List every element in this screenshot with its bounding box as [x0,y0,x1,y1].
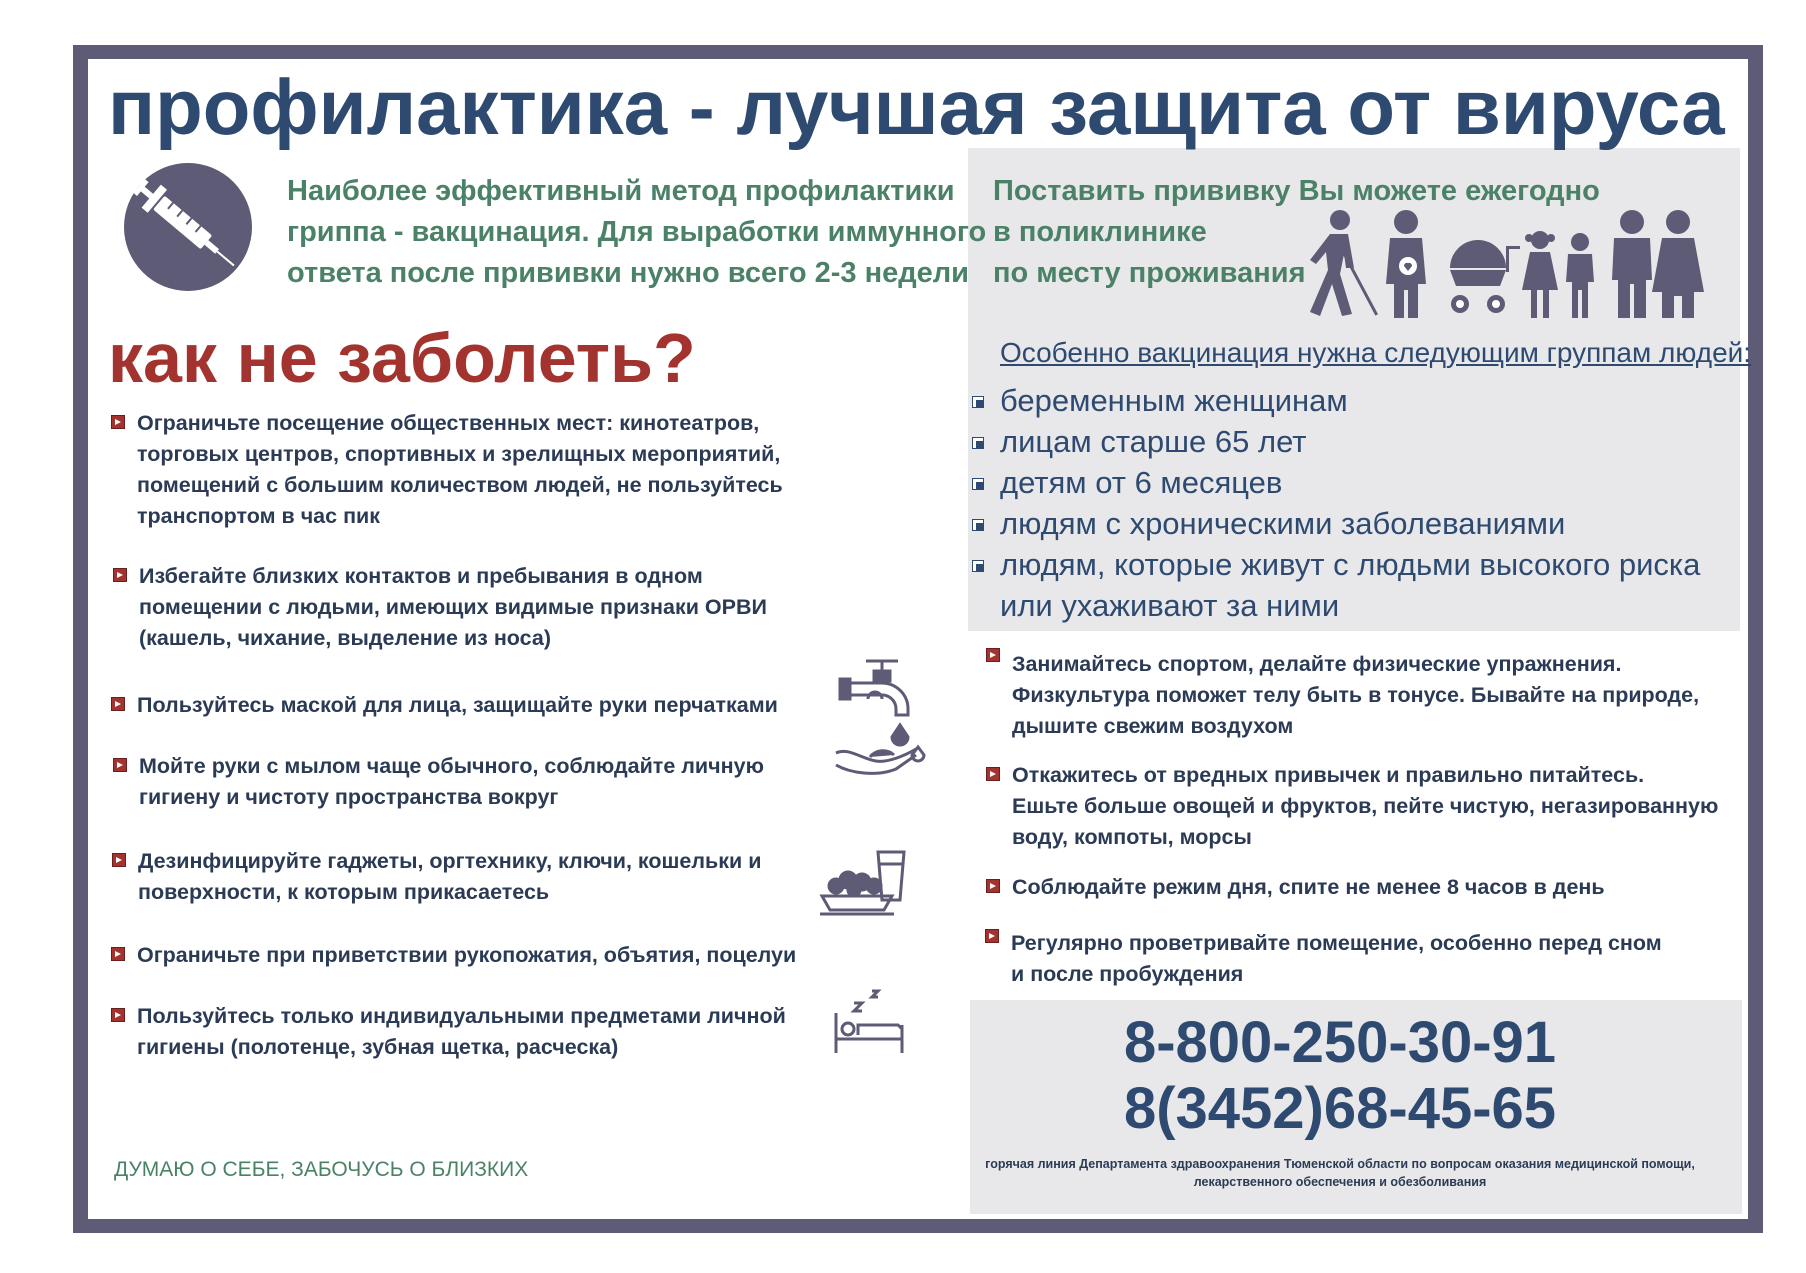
tip-item: Дезинфицируйте гаджеты, оргтехнику, ключи, кошельки и поверхности, к которым прикасаетесь [138,846,761,908]
family-icon [1300,208,1710,320]
intro-line: Наиболее эффективный метод профилактики [287,175,955,207]
intro-text [287,171,986,294]
vaccination-line: в поликлинике [993,216,1207,248]
bullet-flag-icon [111,1008,125,1022]
phone-number[interactable]: 8-800-250-30-91 [1123,1010,1557,1075]
vaccination-line: Поставить прививку Вы можете ежегодно [993,175,1600,207]
tip-item: Ограничьте при приветствии рукопожатия, объятия, поцелуи [137,940,796,971]
bullet-square-icon [972,396,984,408]
tip-item: Пользуйтесь только индивидуальными предметами личной гигиены (полотенце, зубная щетка, расческа) [137,1001,786,1063]
bullet-square-icon [972,560,984,572]
bullet-flag-icon [986,879,1000,893]
tip-item: Ограничьте посещение общественных мест: кинотеатров, торговых центров, спортивных и зрелищных мероприятий, помещений с большим количеством людей, не пользуйтесь транспортом в час пик [137,408,783,532]
syringe-icon [120,162,260,292]
phone-number[interactable]: 8(3452)68-45-65 [1123,1076,1557,1141]
bullet-flag-icon [113,568,127,582]
tip-item: Соблюдайте режим дня, спите не менее 8 часов в день [1012,872,1605,903]
tip-item: Регулярно проветривайте помещение, особенно перед сном и после пробуждения [1011,928,1662,990]
bullet-flag-icon [113,758,127,772]
hotline-caption: горячая линия Департамента здравоохранения Тюменской области по вопросам оказания медицинской помощи, лекарственного обеспечения и обезболивания [985,1157,1695,1189]
vaccination-line: по месту проживания [993,257,1306,289]
bullet-square-icon [972,478,984,490]
bullet-flag-icon [986,767,1000,781]
bullet-flag-icon [111,415,125,429]
tip-item: Занимайтесь спортом, делайте физические упражнения. Физкультура поможет телу быть в тонусе. Бывайте на природе, дышите свежим воздухом [1012,649,1699,742]
bullet-square-icon [972,437,984,449]
intro-line: ответа после прививки нужно всего 2-3 недели [287,257,969,289]
slogan: ДУМАЮ О СЕБЕ, ЗАБОЧУСЬ О БЛИЗКИХ [114,1158,529,1181]
section-subtitle: как не заболеть? [108,319,696,397]
intro-line: гриппа - вакцинация. Для выработки иммунного [287,216,987,248]
sleep-icon [832,985,912,1055]
tip-item: Избегайте близких контактов и пребывания в одном помещении с людьми, имеющих видимые признаки ОРВИ (кашель, чихание, выделение из носа) [139,561,767,654]
bullet-flag-icon [111,947,125,961]
bullet-square-icon [972,519,984,531]
groups-heading: Особенно вакцинация нужна следующим группам людей: [1000,337,1752,368]
tip-item: Пользуйтесь маской для лица, защищайте руки перчатками [137,690,778,721]
tip-item: Мойте руки с мылом чаще обычного, соблюдайте личную гигиену и чистоту пространства вокруг [139,751,764,813]
tip-item: Откажитесь от вредных привычек и правильно питайтесь. Ешьте больше овощей и фруктов, пейте чистую, негазированную воду, компоты, морсы [1012,760,1718,853]
food-icon [818,848,918,920]
bullet-flag-icon [111,697,125,711]
bullet-flag-icon [985,929,999,943]
group-item: лицам старше 65 лет [1000,421,1306,462]
group-item: людям с хроническими заболеваниями [1000,503,1565,544]
handwash-icon [830,655,930,785]
group-item: беременным женщинам [1000,380,1348,421]
group-item: детям от 6 месяцев [1000,462,1282,503]
bullet-flag-icon [112,853,126,867]
bullet-flag-icon [986,648,1000,662]
poster-title: профилактика - лучшая защита от вируса [108,63,1725,151]
group-item: людям, которые живут с людьми высокого риска или ухаживают за ними [1000,544,1700,626]
